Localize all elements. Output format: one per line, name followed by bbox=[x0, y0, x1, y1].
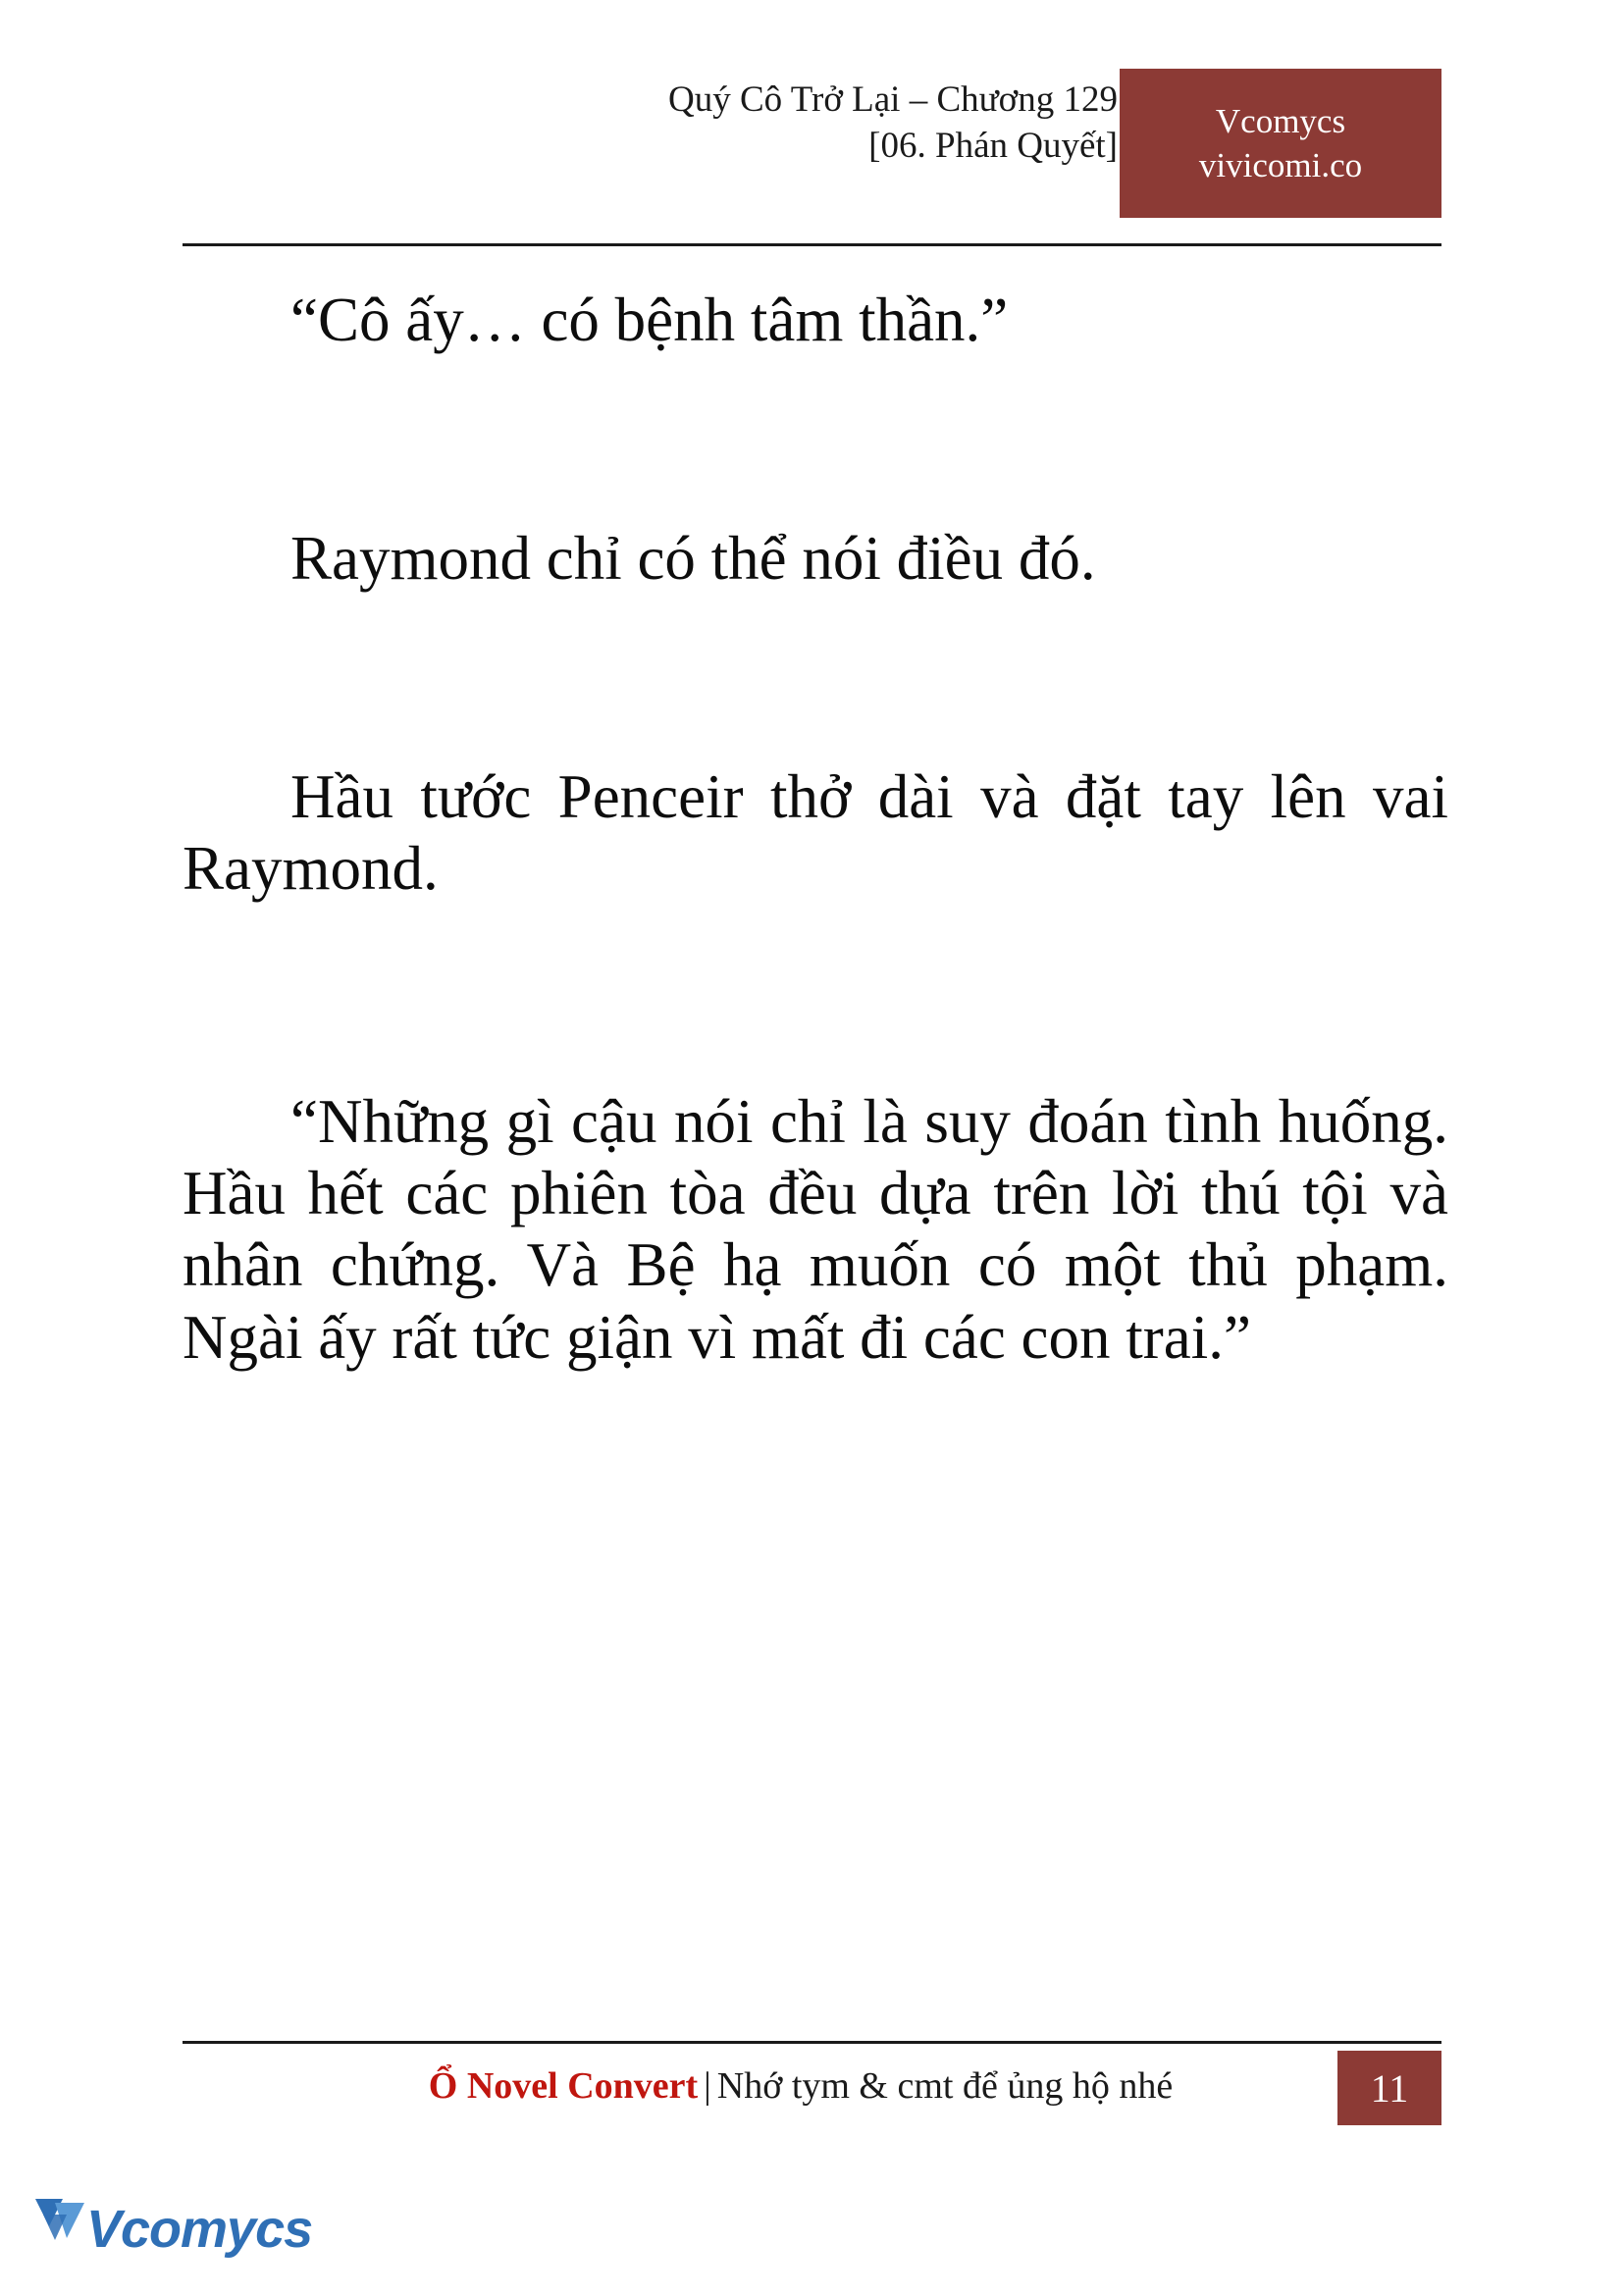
brand-url: vivicomi.co bbox=[1198, 146, 1363, 184]
page-number-badge bbox=[1337, 2051, 1441, 2125]
page-content bbox=[183, 285, 1448, 1374]
footer-note bbox=[290, 2064, 1311, 2108]
chapter-title bbox=[372, 77, 1118, 170]
page-number: 11 bbox=[1370, 2065, 1409, 2111]
footer-divider bbox=[183, 2041, 1441, 2044]
paragraph-1: “Cô ấy… có bệnh tâm thần.” bbox=[290, 286, 1009, 354]
chapter-title-line2: [06. Phán Quyết] bbox=[868, 126, 1118, 167]
paragraph-4: “Những gì cậu nói chỉ là suy đoán tình huống. Hầu hết các phiên tòa đều dựa trên lời thú tội và nhân chứng. Và Bệ hạ muốn có một thủ phạm. Ngài ấy rất tức giận vì mất đi các con trai.” bbox=[183, 1087, 1448, 1372]
footer-separator: | bbox=[704, 2065, 711, 2107]
chapter-title-line1: Quý Cô Trở Lại – Chương 129 bbox=[667, 79, 1118, 120]
paragraph-2: Raymond chỉ có thể nói điều đó. bbox=[290, 524, 1096, 594]
page-header bbox=[183, 77, 1441, 243]
footer-brand: Ổ Novel Convert bbox=[428, 2065, 699, 2107]
watermark-text: Vcomycs bbox=[86, 2200, 313, 2259]
page-footer bbox=[183, 2057, 1441, 2127]
footer-message: Nhớ tym & cmt để ủng hộ nhé bbox=[716, 2065, 1174, 2107]
header-divider bbox=[183, 243, 1441, 246]
watermark-logo bbox=[33, 2183, 313, 2277]
brand-badge bbox=[1120, 69, 1441, 218]
vcomycs-logo-icon bbox=[33, 2193, 90, 2250]
brand-name: Vcomycs bbox=[1215, 101, 1346, 140]
paragraph-3: Hầu tước Penceir thở dài và đặt tay lên vai Raymond. bbox=[183, 762, 1448, 904]
